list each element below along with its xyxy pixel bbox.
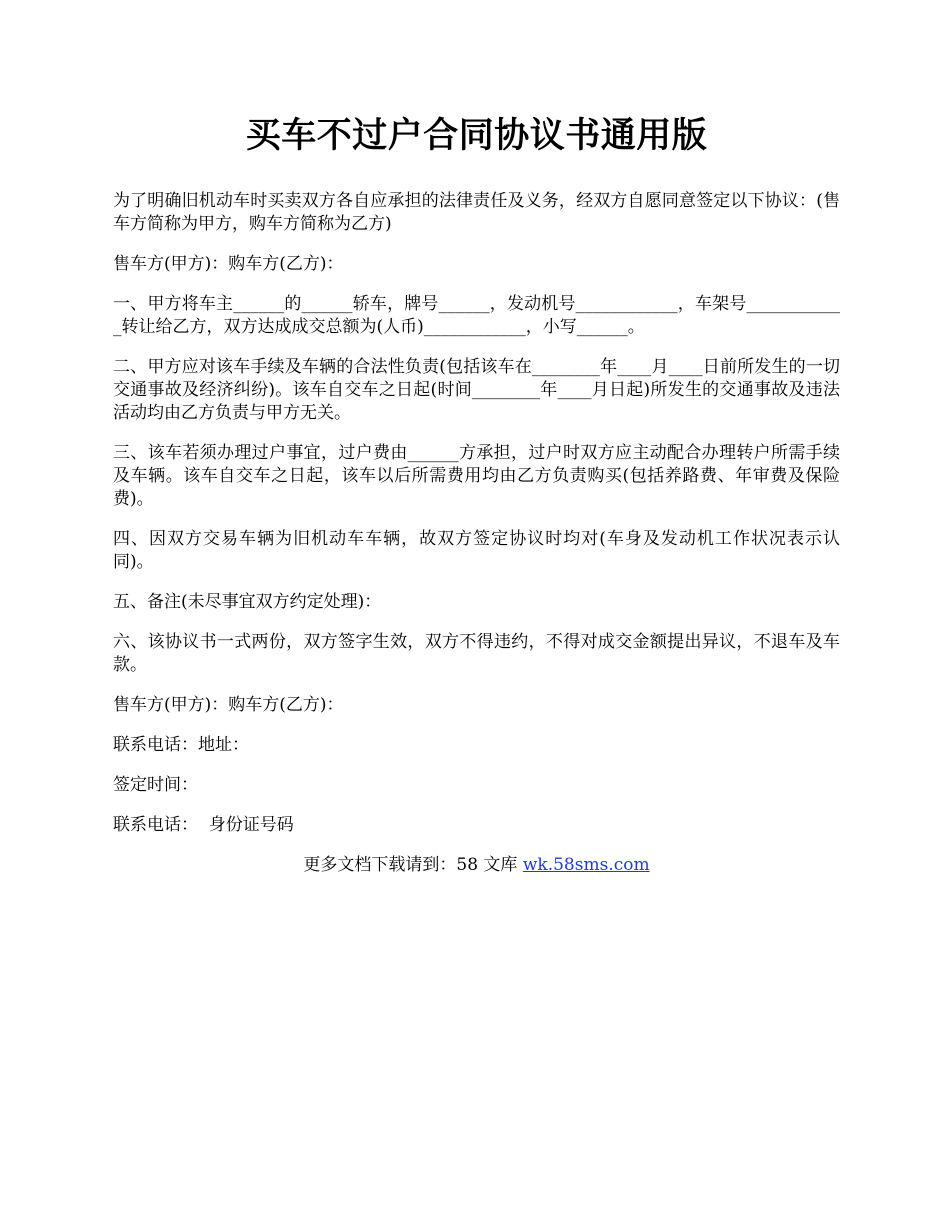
parties-line: 售车方(甲方)：购车方(乙方)：	[113, 254, 344, 274]
contact-id-line: 联系电话： 身份证号码	[113, 815, 294, 835]
footer-note	[113, 854, 840, 877]
clause-5: 五、备注(未尽事宜双方约定处理)：	[113, 592, 382, 612]
clause-2: 二、甲方应对该车手续及车辆的合法性负责(包括该车在________年____月____日前所发生的一切交通事故及经济纠纷)。该车自交车之日起(时间________年____月日起)所发生的交通事故及违法活动均由乙方负责与甲方无关。	[113, 357, 840, 423]
footer-link[interactable]: wk.58sms.com	[522, 855, 650, 875]
contact-address-line: 联系电话：地址：	[113, 735, 249, 755]
signature-parties-line: 售车方(甲方)：购车方(乙方)：	[113, 695, 344, 715]
footer-text: 更多文档下载请到：58 文库	[303, 855, 523, 875]
clause-6: 六、该协议书一式两份，双方签字生效，双方不得违约，不得对成交金额提出异议，不退车及车款。	[113, 632, 840, 675]
document-page	[113, 110, 840, 877]
document-title: 买车不过户合同协议书通用版	[245, 115, 708, 156]
signing-date-line: 签定时间：	[113, 775, 198, 795]
clause-4: 四、因双方交易车辆为旧机动车车辆，故双方签定协议时均对(车身及发动机工作状况表示认同)。	[113, 529, 840, 572]
intro-paragraph: 为了明确旧机动车时买卖双方各自应承担的法律责任及义务，经双方自愿同意签定以下协议：(售车方简称为甲方，购车方简称为乙方)	[113, 191, 840, 234]
clause-3: 三、该车若须办理过户事宜，过户费由______方承担，过户时双方应主动配合办理转户所需手续及车辆。该车自交车之日起，该车以后所需费用均由乙方负责购买(包括养路费、年审费及保险费)。	[113, 443, 840, 509]
clause-1: 一、甲方将车主______的______轿车，牌号______，发动机号____________，车架号____________转让给乙方，双方达成成交总额为(人币)____________，小写______。	[113, 294, 840, 337]
